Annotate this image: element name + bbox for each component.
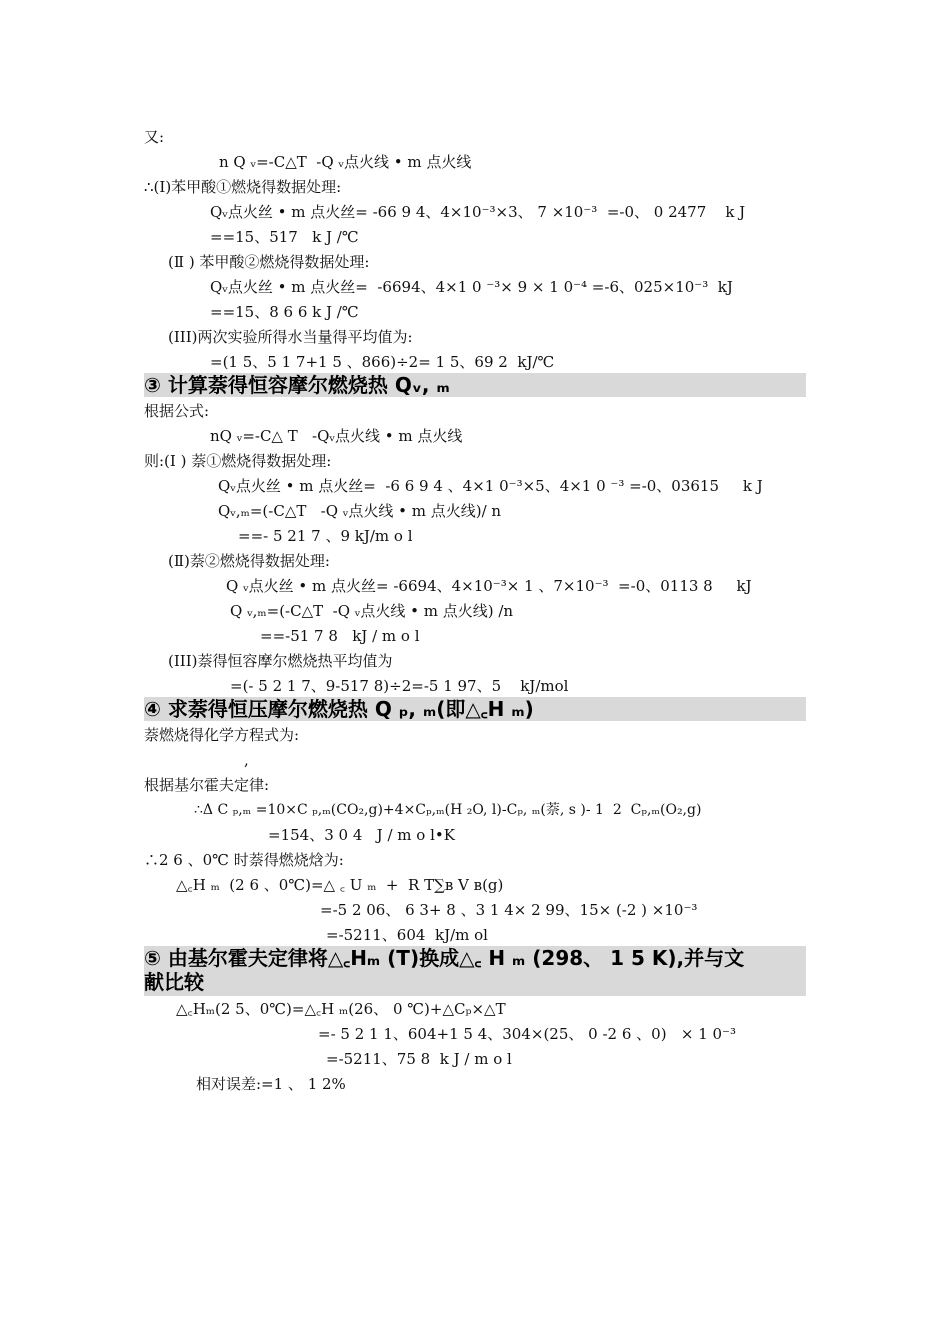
text-line: 则:(Ⅰ ) 萘①燃烧得数据处理: (144, 452, 332, 470)
text-line: (Ⅱ ) 苯甲酸②燃烧得数据处理: (168, 253, 370, 271)
text-line: ∴(Ⅰ)苯甲酸①燃烧得数据处理: (144, 178, 342, 196)
text-line: 又: (144, 128, 165, 146)
formula-line: =-5211、604 kJ/m ol (326, 926, 488, 944)
section-heading-3: ③ 计算萘得恒容摩尔燃烧热 Qᵥ, ₘ (144, 373, 806, 397)
text-line: (III)两次实验所得水当量得平均值为: (168, 328, 413, 346)
formula-line: Qᵥ点火丝 • m 点火丝= -6694、4×1 0 ⁻³× 9 × 1 0⁻⁴ =-6、025×10⁻³ kJ (210, 278, 733, 296)
formula-line: =-5211、75 8 k J / m o l (326, 1050, 512, 1068)
formula-line: =(1 5、5 1 7+1 5 、866)÷2= 1 5、69 2 kJ/℃ (210, 353, 555, 371)
formula-line: △꜀H ₘ (2 6 、0℃)=△ ꜀ U ₘ + R T∑ʙ V ʙ(g) (176, 876, 504, 894)
formula-line: ==-51 7 8 kJ / m o l (260, 627, 420, 645)
text-line: 萘燃烧得化学方程式为: (144, 726, 300, 744)
formula-line: Q ᵥ,ₘ=(-C△T -Q ᵥ点火线 • m 点火线) /n (230, 602, 514, 620)
text-line: 相对误差:=1 、 1 2% (196, 1075, 346, 1093)
section-heading-5-line2: 献比较 (144, 970, 204, 994)
formula-line: =154、3 0 4 J / m o l•K (268, 826, 455, 844)
formula-line: =-5 2 06、 6 3+ 8 、3 1 4× 2 99、15× (-2 ) ×10⁻³ (320, 901, 698, 919)
formula-line: Qᵥ点火丝 • m 点火丝= -66 9 4、4×10⁻³×3、 7 ×10⁻³ =-0、 0 2477 k J (210, 203, 746, 221)
section-heading-5 (144, 946, 806, 996)
formula-line: =- 5 2 1 1、604+1 5 4、304×(25、 0 -2 6 、0) × 1 0⁻³ (318, 1025, 736, 1043)
text-line: (Ⅱ)萘②燃烧得数据处理: (168, 552, 330, 570)
formula-line: nQ ᵥ=-C△ T -Qᵥ点火线 • m 点火线 (210, 427, 463, 445)
formula-line: Qᵥ,ₘ=(-C△T -Q ᵥ点火线 • m 点火线)/ n (218, 502, 502, 520)
formula-line: n Q ᵥ=-C△T -Q ᵥ点火线 • m 点火线 (219, 153, 472, 171)
text-line: 根据基尔霍夫定律: (144, 776, 270, 794)
formula-line: Qᵥ点火丝 • m 点火丝= -6 6 9 4 、4×1 0⁻³×5、4×1 0 ⁻³ =-0、03615 k J (218, 477, 763, 495)
formula-line: =(- 5 2 1 7、9-517 8)÷2=-5 1 97、5 kJ/mol (230, 677, 569, 695)
section-heading-4: ④ 求萘得恒压摩尔燃烧热 Q ₚ, ₘ(即△꜀H ₘ) (144, 697, 806, 721)
formula-line: Q ᵥ点火丝 • m 点火丝= -6694、4×10⁻³× 1 、7×10⁻³ =-0、0113 8 kJ (226, 577, 752, 595)
formula-line: △꜀Hₘ(2 5、0℃)=△꜀H ₘ(26、 0 ℃)+△Cₚ×△T (176, 1000, 506, 1018)
text-line: 根据公式: (144, 402, 210, 420)
formula-line: ∴Δ C ₚ,ₘ =10×C ₚ,ₘ(CO₂,g)+4×Cₚ,ₘ(H ₂O, l)-Cₚ, ₘ(萘, s )- 1 2 Cₚ,ₘ(O₂,g) (194, 802, 702, 818)
section-heading-5-line1: ⑤ 由基尔霍夫定律将△꜀Hₘ (T)换成△꜀ H ₘ (298、 1 5 K),并与文 (144, 946, 745, 970)
formula-line: ==15、517 k J /℃ (210, 228, 359, 246)
text-line: ∴2 6 、0℃ 时萘得燃烧焓为: (144, 851, 344, 869)
text-line: , (244, 751, 249, 769)
text-line: (III)萘得恒容摩尔燃烧热平均值为 (168, 652, 393, 670)
formula-line: ==- 5 21 7 、9 kJ/m o l (238, 527, 413, 545)
formula-line: ==15、8 6 6 k J /℃ (210, 303, 359, 321)
